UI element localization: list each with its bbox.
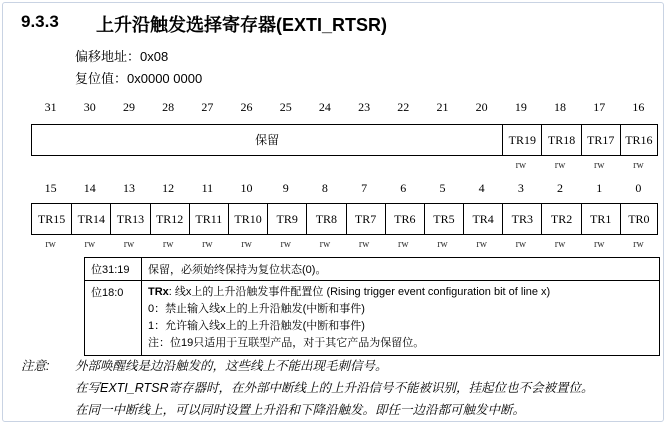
bit-number: 19	[514, 100, 527, 114]
register-lower-row	[31, 203, 658, 235]
reserved-field: 保留	[255, 133, 280, 147]
access-type: rw	[241, 239, 252, 250]
field-name: TRx	[148, 286, 169, 298]
field-tr8: TR8	[306, 204, 345, 234]
bit-number: 17	[593, 100, 606, 114]
bit-number: 16	[632, 100, 645, 114]
lower-bit-numbers	[31, 181, 658, 197]
bit-number: 20	[475, 100, 488, 114]
note-label: 注意:	[21, 359, 50, 373]
field-summary: : 线x上的上升沿触发事件配置位 (Rising trigger event configuration bit of line x)	[168, 286, 551, 298]
access-type: rw	[554, 160, 566, 171]
field-tr16: TR16	[620, 125, 657, 155]
field-tr11: TR11	[189, 204, 228, 234]
access-type: rw	[437, 239, 448, 250]
access-type: rw	[593, 160, 605, 171]
field-tr2: TR2	[541, 204, 580, 234]
field-tr17: TR17	[581, 125, 620, 155]
upper-access-row	[31, 160, 658, 172]
access-type: rw	[162, 239, 174, 250]
field-tr13: TR13	[110, 204, 149, 234]
access-type: rw	[593, 239, 605, 250]
value-0-desc: 0：禁止输入线x上的上升沿触发(中断和事件)	[148, 303, 365, 315]
access-type: rw	[123, 239, 135, 250]
bit-number: 12	[162, 181, 175, 195]
field-tr7: TR7	[346, 204, 385, 234]
field-tr1: TR1	[581, 204, 620, 234]
field-tr10: TR10	[228, 204, 267, 234]
bit-number: 1	[596, 181, 603, 195]
field-tr18: TR18	[541, 125, 580, 155]
field-tr19: TR19	[502, 125, 541, 155]
bit-number: 28	[162, 100, 175, 114]
reset-value-text: 0x0000 0000	[127, 71, 203, 86]
access-type: rw	[554, 239, 566, 250]
access-type: rw	[515, 160, 527, 171]
section-number: 9.3.3	[21, 12, 59, 31]
bit-number: 9	[282, 181, 289, 195]
field-tr6: TR6	[385, 204, 424, 234]
field-tr15: TR15	[37, 212, 66, 226]
bit-number: 14	[83, 181, 96, 195]
access-type: rw	[398, 239, 409, 250]
reset-value	[75, 68, 202, 87]
field-tr12: TR12	[150, 204, 189, 234]
bit-number: 23	[358, 100, 371, 114]
value-1-desc: 1：允许输入线x上的上升沿触发(中断和事件)	[148, 320, 365, 332]
bit-number: 6	[400, 181, 407, 195]
bit-description	[142, 281, 660, 356]
field-tr0: TR0	[620, 204, 657, 234]
bit-number: 29	[122, 100, 135, 114]
bit-number: 31	[44, 100, 57, 114]
access-type: rw	[633, 160, 644, 171]
table-row	[85, 281, 660, 356]
access-type: rw	[358, 239, 370, 250]
bit-number: 13	[122, 181, 135, 195]
field-tr14: TR14	[71, 204, 110, 234]
bit-description: 保留，必须始终保持为复位状态(0)。	[142, 258, 660, 281]
bit-number: 5	[439, 181, 446, 195]
bit-number: 21	[436, 100, 449, 114]
offset-label: 偏移地址：	[75, 49, 141, 64]
access-type: rw	[202, 239, 213, 250]
bit-number: 3	[517, 181, 524, 195]
field-tr5: TR5	[424, 204, 463, 234]
bit-number: 26	[240, 100, 253, 114]
offset-address	[75, 46, 168, 65]
bit-number: 2	[557, 181, 564, 195]
bit-number: 27	[201, 100, 214, 114]
access-type: rw	[84, 239, 96, 250]
access-type: rw	[45, 239, 56, 250]
bit-number: 22	[397, 100, 410, 114]
bit-number: 0	[635, 181, 642, 195]
bit-number: 30	[83, 100, 96, 114]
table-row	[85, 258, 660, 281]
note-line: 外部唤醒线是边沿触发的，这些线上不能出现毛刺信号。	[75, 359, 388, 373]
offset-value: 0x08	[140, 49, 169, 64]
bit-number: 10	[240, 181, 253, 195]
bit-number: 24	[318, 100, 331, 114]
section-title: 上升沿触发选择寄存器(EXTI_RTSR)	[96, 15, 388, 35]
bit-description-table	[84, 257, 660, 356]
bit-number: 11	[201, 181, 214, 195]
access-type: rw	[319, 239, 331, 250]
reset-label: 复位值：	[75, 71, 128, 86]
bit-number: 4	[478, 181, 485, 195]
field-note: 注：位19只适用于互联型产品，对于其它产品为保留位。	[148, 337, 425, 349]
register-upper-row	[31, 124, 658, 156]
field-tr9: TR9	[267, 204, 306, 234]
field-tr3: TR3	[502, 204, 541, 234]
field-tr4: TR4	[463, 204, 502, 234]
bit-number: 7	[361, 181, 368, 195]
access-type: rw	[515, 239, 527, 250]
note-line: 在同一中断线上，可以同时设置上升沿和下降沿触发。即任一边沿都可触发中断。	[75, 403, 526, 417]
upper-bit-numbers	[31, 100, 658, 116]
note-line: 在写EXTI_RTSR寄存器时，在外部中断线上的上升沿信号不能被识别，挂起位也不会被置位。	[75, 381, 594, 395]
bit-range: 位18:0	[85, 281, 142, 356]
lower-access-row	[31, 239, 658, 251]
bit-range: 位31:19	[85, 258, 142, 281]
access-type: rw	[633, 239, 644, 250]
bit-number: 18	[554, 100, 567, 114]
bit-number: 25	[279, 100, 292, 114]
access-type: rw	[476, 239, 487, 250]
bit-number: 8	[321, 181, 328, 195]
bit-number: 15	[44, 181, 57, 195]
field-title	[148, 284, 653, 301]
access-type: rw	[280, 239, 291, 250]
